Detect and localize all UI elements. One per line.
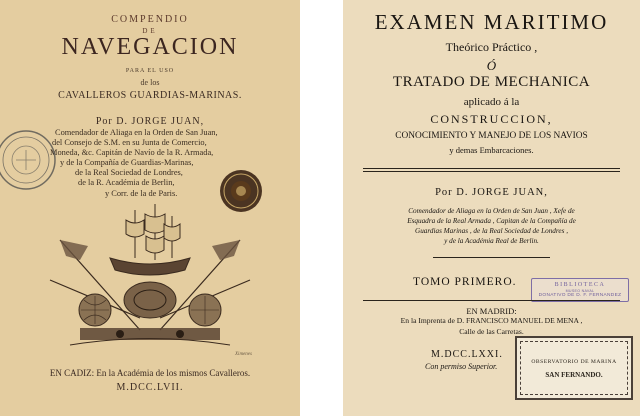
right-street: Calle de las Carretas. [459, 327, 524, 336]
right-subtitle: Theórico Práctico , [445, 40, 538, 54]
left-caballeros: CAVALLEROS GUARDIAS-MARINAS. [58, 90, 242, 101]
left-credential-line: de la R. Académia de Berlin, [78, 178, 175, 187]
right-aplicado: aplicado á la [463, 96, 520, 108]
left-title-page [0, 0, 300, 416]
right-title-page [343, 0, 640, 416]
right-permission: Con permiso Superior. [425, 362, 498, 371]
right-o: Ó [486, 58, 497, 73]
short-rule [433, 257, 550, 258]
label-line: SAN FERNANDO. [545, 371, 603, 379]
right-title: EXAMEN MARITIMO [374, 10, 609, 34]
right-construccion: CONSTRUCCION, [430, 112, 553, 126]
right-printer: En la Imprenta de D. FRANCISCO MANUEL DE MENA , [400, 316, 583, 325]
right-volume: TOMO PRIMERO. [413, 276, 517, 288]
left-de-los: de los [140, 78, 160, 87]
right-credential-line: Comendador de Aliaga en la Orden de San Juan , Xefe de [408, 207, 575, 215]
observatorio-label [515, 336, 633, 400]
left-para-el-uso: PARA EL USO [125, 68, 175, 74]
right-demas: y demas Embarcaciones. [449, 145, 534, 155]
imprint-rule [363, 300, 620, 301]
label-line: OBSERVATORIO DE MARINA [531, 359, 617, 365]
left-year: M.DCC.LVII. [116, 382, 184, 393]
title-rule [363, 168, 620, 169]
biblioteca-stamp [531, 278, 629, 302]
engraver-signature: Ximenes [235, 352, 252, 357]
left-title: NAVEGACION [61, 34, 239, 60]
right-conocimiento: CONOCIMIENTO Y MANEJO DE LOS NAVIOS [395, 131, 588, 141]
stamp-line: BIBLIOTECA [554, 282, 606, 288]
page-gutter [300, 0, 343, 416]
title-rule [363, 171, 620, 172]
left-credential-line: de la Real Sociedad de Londres, [75, 168, 183, 177]
right-year: M.DCC.LXXI. [431, 349, 503, 360]
library-stamp-icon [0, 128, 58, 192]
naval-trophy-engraving [40, 200, 260, 355]
left-kicker: COMPENDIO DE [111, 14, 189, 35]
left-credential-line: y Corr. de la de Paris. [105, 189, 178, 198]
left-credential-line: Comendador de Aliaga en la Orden de San Juan, [55, 128, 218, 137]
right-author: Por D. JORGE JUAN, [435, 187, 548, 198]
right-credential-line: y de la Académia Real de Berlin. [444, 237, 539, 245]
right-tratado: TRATADO DE MECHANICA [392, 74, 591, 90]
right-credential-line: Guardias Marinas , de la Real Sociedad de Londres , [415, 227, 568, 235]
left-credential-line: Moneda, &c. Capitán de Navío de la R. Armada, [50, 148, 214, 157]
left-author: Por D. JORGE JUAN, [95, 116, 205, 127]
left-imprint: EN CADIZ: En la Académia de los mismos Cavalleros. [49, 368, 251, 378]
right-city: EN MADRID: [466, 306, 517, 316]
left-credential-line: del Consejo de S.M. en su Junta de Comercio, [52, 138, 207, 147]
right-credential-line: Esquadra de la Real Armada , Capitan de la Compañía de [407, 217, 576, 225]
stamp-line: MUSEO NAVAL DONATIVO DE D. F. FERNANDEZ [538, 289, 622, 298]
left-credential-line: y de la Compañía de Guardias-Marinas, [60, 158, 194, 167]
